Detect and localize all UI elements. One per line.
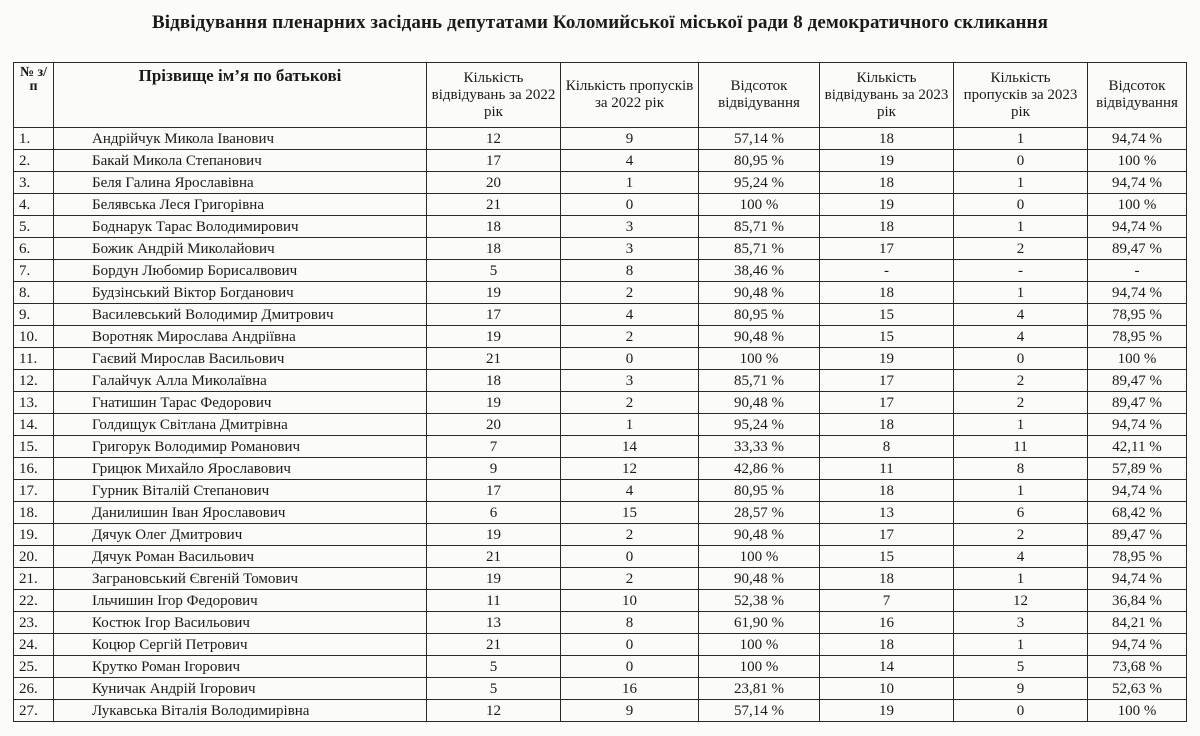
table-row <box>14 128 1187 150</box>
cell-absences-2023: 2 <box>954 370 1088 392</box>
cell-visits-2023: 10 <box>820 678 954 700</box>
cell-num: 25. <box>14 656 54 678</box>
cell-pct-2022: 100 % <box>699 634 820 656</box>
cell-visits-2022: 19 <box>427 326 561 348</box>
cell-pct-2023: 89,47 % <box>1088 524 1187 546</box>
cell-visits-2023: 18 <box>820 172 954 194</box>
cell-absences-2022: 3 <box>561 216 699 238</box>
cell-pct-2022: 33,33 % <box>699 436 820 458</box>
cell-absences-2022: 14 <box>561 436 699 458</box>
cell-name: Андрійчук Микола Іванович <box>54 128 427 150</box>
cell-name: Заграновський Євгеній Томович <box>54 568 427 590</box>
cell-visits-2022: 19 <box>427 524 561 546</box>
cell-num: 4. <box>14 194 54 216</box>
cell-name: Лукавська Віталія Володимирівна <box>54 700 427 722</box>
cell-pct-2022: 52,38 % <box>699 590 820 612</box>
cell-visits-2023: 19 <box>820 700 954 722</box>
table-row <box>14 436 1187 458</box>
cell-num: 3. <box>14 172 54 194</box>
page-title: Відвідування пленарних засідань депутатами Коломийської міської ради 8 демократичного скликання <box>152 12 1048 33</box>
cell-visits-2023: 11 <box>820 458 954 480</box>
cell-pct-2023: 94,74 % <box>1088 634 1187 656</box>
cell-visits-2022: 21 <box>427 348 561 370</box>
cell-pct-2023: 100 % <box>1088 700 1187 722</box>
cell-pct-2023: 94,74 % <box>1088 172 1187 194</box>
cell-visits-2023: 15 <box>820 326 954 348</box>
cell-pct-2023: 84,21 % <box>1088 612 1187 634</box>
cell-name: Голдищук Світлана Дмитрівна <box>54 414 427 436</box>
cell-pct-2023: 89,47 % <box>1088 392 1187 414</box>
cell-absences-2022: 10 <box>561 590 699 612</box>
cell-absences-2022: 4 <box>561 304 699 326</box>
table-row <box>14 700 1187 722</box>
table-row <box>14 172 1187 194</box>
cell-absences-2023: 0 <box>954 348 1088 370</box>
cell-num: 15. <box>14 436 54 458</box>
cell-pct-2022: 85,71 % <box>699 216 820 238</box>
cell-pct-2023: 100 % <box>1088 150 1187 172</box>
cell-absences-2023: - <box>954 260 1088 282</box>
cell-pct-2022: 95,24 % <box>699 414 820 436</box>
cell-visits-2022: 13 <box>427 612 561 634</box>
cell-name: Крутко Роман Ігорович <box>54 656 427 678</box>
cell-pct-2022: 100 % <box>699 348 820 370</box>
cell-num: 20. <box>14 546 54 568</box>
cell-absences-2022: 8 <box>561 612 699 634</box>
table-row <box>14 304 1187 326</box>
cell-visits-2023: 17 <box>820 392 954 414</box>
cell-num: 8. <box>14 282 54 304</box>
cell-pct-2023: 36,84 % <box>1088 590 1187 612</box>
cell-absences-2022: 0 <box>561 194 699 216</box>
cell-num: 1. <box>14 128 54 150</box>
cell-name: Гурник Віталій Степанович <box>54 480 427 502</box>
cell-absences-2023: 1 <box>954 480 1088 502</box>
cell-absences-2023: 1 <box>954 414 1088 436</box>
cell-absences-2022: 0 <box>561 634 699 656</box>
cell-num: 26. <box>14 678 54 700</box>
cell-pct-2023: 100 % <box>1088 194 1187 216</box>
cell-num: 6. <box>14 238 54 260</box>
cell-visits-2022: 19 <box>427 282 561 304</box>
cell-pct-2023: - <box>1088 260 1187 282</box>
cell-visits-2023: 8 <box>820 436 954 458</box>
cell-pct-2022: 90,48 % <box>699 282 820 304</box>
cell-visits-2022: 21 <box>427 194 561 216</box>
cell-visits-2022: 5 <box>427 656 561 678</box>
cell-visits-2023: 18 <box>820 568 954 590</box>
cell-absences-2023: 2 <box>954 524 1088 546</box>
table-row <box>14 326 1187 348</box>
cell-name: Грицюк Михайло Ярославович <box>54 458 427 480</box>
cell-pct-2023: 73,68 % <box>1088 656 1187 678</box>
cell-visits-2023: 18 <box>820 216 954 238</box>
cell-visits-2022: 6 <box>427 502 561 524</box>
cell-absences-2023: 1 <box>954 128 1088 150</box>
cell-num: 18. <box>14 502 54 524</box>
cell-visits-2022: 18 <box>427 216 561 238</box>
cell-visits-2023: 15 <box>820 304 954 326</box>
cell-visits-2022: 7 <box>427 436 561 458</box>
cell-name: Галайчук Алла Миколаївна <box>54 370 427 392</box>
cell-absences-2022: 1 <box>561 414 699 436</box>
cell-absences-2023: 3 <box>954 612 1088 634</box>
cell-pct-2023: 78,95 % <box>1088 326 1187 348</box>
cell-name: Ільчишин Ігор Федорович <box>54 590 427 612</box>
cell-name: Коцюр Сергій Петрович <box>54 634 427 656</box>
cell-visits-2022: 20 <box>427 414 561 436</box>
cell-name: Боднарук Тарас Володимирович <box>54 216 427 238</box>
cell-pct-2022: 100 % <box>699 194 820 216</box>
cell-num: 7. <box>14 260 54 282</box>
cell-absences-2022: 2 <box>561 326 699 348</box>
cell-name: Божик Андрій Миколайович <box>54 238 427 260</box>
cell-pct-2022: 57,14 % <box>699 128 820 150</box>
cell-pct-2023: 89,47 % <box>1088 238 1187 260</box>
cell-absences-2023: 0 <box>954 700 1088 722</box>
table-row <box>14 238 1187 260</box>
cell-num: 17. <box>14 480 54 502</box>
table-row <box>14 216 1187 238</box>
cell-pct-2022: 28,57 % <box>699 502 820 524</box>
cell-name: Дячук Роман Васильович <box>54 546 427 568</box>
cell-visits-2022: 5 <box>427 260 561 282</box>
cell-name: Бакай Микола Степанович <box>54 150 427 172</box>
cell-num: 27. <box>14 700 54 722</box>
cell-name: Дячук Олег Дмитрович <box>54 524 427 546</box>
cell-visits-2022: 5 <box>427 678 561 700</box>
cell-num: 12. <box>14 370 54 392</box>
cell-name: Беля Галина Ярославівна <box>54 172 427 194</box>
cell-visits-2023: 18 <box>820 634 954 656</box>
cell-absences-2022: 3 <box>561 370 699 392</box>
header-visits-2023: Кількість відвідувань за 2023 рік <box>820 63 954 128</box>
cell-visits-2023: - <box>820 260 954 282</box>
cell-visits-2022: 19 <box>427 568 561 590</box>
cell-absences-2022: 2 <box>561 524 699 546</box>
cell-pct-2022: 95,24 % <box>699 172 820 194</box>
cell-name: Григорук Володимир Романович <box>54 436 427 458</box>
cell-pct-2023: 78,95 % <box>1088 304 1187 326</box>
table-row <box>14 392 1187 414</box>
cell-name: Воротняк Мирослава Андріївна <box>54 326 427 348</box>
cell-visits-2023: 14 <box>820 656 954 678</box>
cell-num: 19. <box>14 524 54 546</box>
cell-name: Белявська Леся Григорівна <box>54 194 427 216</box>
table-row <box>14 502 1187 524</box>
cell-visits-2022: 17 <box>427 480 561 502</box>
cell-pct-2022: 23,81 % <box>699 678 820 700</box>
cell-pct-2023: 94,74 % <box>1088 282 1187 304</box>
header-pct-2023: Відсоток відвідування <box>1088 63 1187 128</box>
cell-absences-2022: 2 <box>561 282 699 304</box>
cell-visits-2023: 19 <box>820 194 954 216</box>
cell-pct-2022: 90,48 % <box>699 392 820 414</box>
cell-absences-2022: 16 <box>561 678 699 700</box>
cell-pct-2023: 94,74 % <box>1088 216 1187 238</box>
table-header-row <box>14 63 1187 128</box>
cell-absences-2022: 15 <box>561 502 699 524</box>
cell-pct-2022: 90,48 % <box>699 568 820 590</box>
table-row <box>14 524 1187 546</box>
cell-visits-2022: 17 <box>427 304 561 326</box>
header-name: Прізвище ім’я по батькові <box>54 63 427 128</box>
cell-visits-2022: 12 <box>427 128 561 150</box>
cell-absences-2023: 4 <box>954 326 1088 348</box>
cell-visits-2023: 18 <box>820 128 954 150</box>
cell-pct-2023: 57,89 % <box>1088 458 1187 480</box>
cell-name: Данилишин Іван Ярославович <box>54 502 427 524</box>
table-row <box>14 480 1187 502</box>
cell-absences-2023: 2 <box>954 238 1088 260</box>
table-row <box>14 414 1187 436</box>
cell-absences-2023: 5 <box>954 656 1088 678</box>
cell-name: Куничак Андрій Ігорович <box>54 678 427 700</box>
cell-pct-2022: 61,90 % <box>699 612 820 634</box>
cell-visits-2023: 18 <box>820 480 954 502</box>
cell-absences-2022: 8 <box>561 260 699 282</box>
cell-absences-2023: 9 <box>954 678 1088 700</box>
cell-pct-2022: 80,95 % <box>699 480 820 502</box>
header-pct-2022: Відсоток відвідування <box>699 63 820 128</box>
cell-visits-2022: 21 <box>427 634 561 656</box>
table-row <box>14 634 1187 656</box>
table-row <box>14 546 1187 568</box>
cell-visits-2022: 18 <box>427 238 561 260</box>
cell-pct-2022: 90,48 % <box>699 326 820 348</box>
cell-absences-2022: 2 <box>561 392 699 414</box>
cell-visits-2022: 21 <box>427 546 561 568</box>
cell-visits-2023: 18 <box>820 414 954 436</box>
cell-name: Гаєвий Мирослав Васильович <box>54 348 427 370</box>
cell-num: 11. <box>14 348 54 370</box>
cell-absences-2023: 11 <box>954 436 1088 458</box>
cell-pct-2022: 100 % <box>699 656 820 678</box>
header-absences-2023: Кількість пропусків за 2023 рік <box>954 63 1088 128</box>
table-row <box>14 348 1187 370</box>
cell-pct-2023: 94,74 % <box>1088 414 1187 436</box>
cell-name: Гнатишин Тарас Федорович <box>54 392 427 414</box>
cell-pct-2023: 94,74 % <box>1088 480 1187 502</box>
cell-num: 23. <box>14 612 54 634</box>
header-absences-2022: Кількість пропусків за 2022 рік <box>561 63 699 128</box>
cell-visits-2022: 12 <box>427 700 561 722</box>
cell-num: 2. <box>14 150 54 172</box>
cell-name: Костюк Ігор Васильович <box>54 612 427 634</box>
cell-num: 14. <box>14 414 54 436</box>
table-row <box>14 282 1187 304</box>
cell-pct-2022: 90,48 % <box>699 524 820 546</box>
cell-absences-2022: 0 <box>561 546 699 568</box>
cell-absences-2023: 4 <box>954 304 1088 326</box>
cell-visits-2022: 20 <box>427 172 561 194</box>
cell-absences-2022: 9 <box>561 700 699 722</box>
cell-num: 9. <box>14 304 54 326</box>
cell-pct-2022: 57,14 % <box>699 700 820 722</box>
cell-visits-2023: 18 <box>820 282 954 304</box>
cell-pct-2023: 78,95 % <box>1088 546 1187 568</box>
cell-visits-2022: 18 <box>427 370 561 392</box>
cell-absences-2023: 0 <box>954 150 1088 172</box>
cell-num: 10. <box>14 326 54 348</box>
cell-absences-2022: 12 <box>561 458 699 480</box>
cell-visits-2023: 17 <box>820 370 954 392</box>
header-num: № з/п <box>14 63 54 128</box>
cell-pct-2023: 94,74 % <box>1088 128 1187 150</box>
cell-absences-2022: 9 <box>561 128 699 150</box>
cell-pct-2022: 42,86 % <box>699 458 820 480</box>
cell-num: 5. <box>14 216 54 238</box>
cell-num: 13. <box>14 392 54 414</box>
header-visits-2022: Кількість відвідувань за 2022 рік <box>427 63 561 128</box>
cell-absences-2023: 12 <box>954 590 1088 612</box>
cell-num: 22. <box>14 590 54 612</box>
cell-absences-2023: 2 <box>954 392 1088 414</box>
table-row <box>14 150 1187 172</box>
cell-visits-2023: 17 <box>820 238 954 260</box>
cell-name: Василевський Володимир Дмитрович <box>54 304 427 326</box>
cell-absences-2023: 6 <box>954 502 1088 524</box>
cell-absences-2023: 1 <box>954 568 1088 590</box>
cell-visits-2022: 17 <box>427 150 561 172</box>
cell-pct-2023: 100 % <box>1088 348 1187 370</box>
cell-absences-2023: 1 <box>954 172 1088 194</box>
table-body <box>14 128 1187 722</box>
cell-visits-2023: 15 <box>820 546 954 568</box>
cell-pct-2023: 68,42 % <box>1088 502 1187 524</box>
cell-visits-2023: 19 <box>820 150 954 172</box>
cell-absences-2022: 3 <box>561 238 699 260</box>
cell-visits-2023: 17 <box>820 524 954 546</box>
table-row <box>14 678 1187 700</box>
table-row <box>14 612 1187 634</box>
table-row <box>14 370 1187 392</box>
cell-pct-2022: 85,71 % <box>699 370 820 392</box>
cell-absences-2022: 4 <box>561 150 699 172</box>
cell-absences-2023: 0 <box>954 194 1088 216</box>
cell-name: Будзінський Віктор Богданович <box>54 282 427 304</box>
cell-visits-2022: 11 <box>427 590 561 612</box>
cell-pct-2023: 52,63 % <box>1088 678 1187 700</box>
cell-num: 24. <box>14 634 54 656</box>
cell-num: 16. <box>14 458 54 480</box>
cell-pct-2022: 100 % <box>699 546 820 568</box>
cell-absences-2022: 1 <box>561 172 699 194</box>
cell-pct-2022: 80,95 % <box>699 304 820 326</box>
table-row <box>14 458 1187 480</box>
cell-visits-2023: 16 <box>820 612 954 634</box>
cell-num: 21. <box>14 568 54 590</box>
cell-visits-2023: 13 <box>820 502 954 524</box>
attendance-table <box>13 62 1187 722</box>
cell-absences-2023: 8 <box>954 458 1088 480</box>
cell-name: Бордун Любомир Борисалвович <box>54 260 427 282</box>
table-row <box>14 568 1187 590</box>
cell-absences-2023: 1 <box>954 282 1088 304</box>
table-row <box>14 260 1187 282</box>
cell-absences-2022: 4 <box>561 480 699 502</box>
cell-pct-2023: 42,11 % <box>1088 436 1187 458</box>
cell-visits-2022: 19 <box>427 392 561 414</box>
cell-visits-2023: 7 <box>820 590 954 612</box>
cell-visits-2023: 19 <box>820 348 954 370</box>
cell-absences-2022: 2 <box>561 568 699 590</box>
cell-pct-2022: 80,95 % <box>699 150 820 172</box>
cell-absences-2023: 4 <box>954 546 1088 568</box>
cell-visits-2022: 9 <box>427 458 561 480</box>
cell-pct-2022: 85,71 % <box>699 238 820 260</box>
cell-absences-2022: 0 <box>561 656 699 678</box>
table-row <box>14 590 1187 612</box>
cell-absences-2023: 1 <box>954 634 1088 656</box>
cell-pct-2023: 94,74 % <box>1088 568 1187 590</box>
cell-absences-2023: 1 <box>954 216 1088 238</box>
cell-absences-2022: 0 <box>561 348 699 370</box>
table-row <box>14 656 1187 678</box>
table-row <box>14 194 1187 216</box>
cell-pct-2023: 89,47 % <box>1088 370 1187 392</box>
cell-pct-2022: 38,46 % <box>699 260 820 282</box>
